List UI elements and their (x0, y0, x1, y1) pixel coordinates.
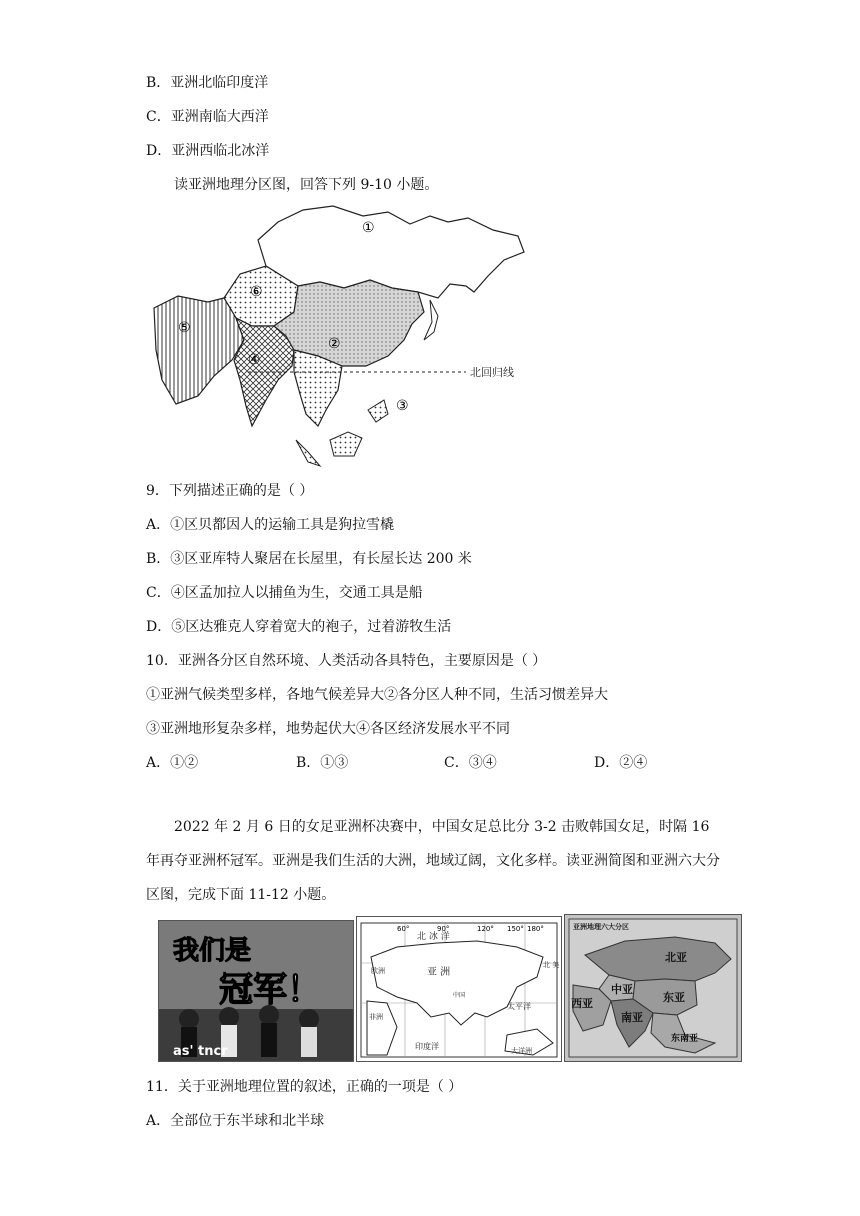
region-central: 中亚 (611, 983, 633, 996)
q9-stem: 9．下列描述正确的是（ ） (146, 483, 314, 499)
region-east: 东亚 (663, 991, 685, 1004)
tropic-label: 北回归线 (470, 366, 514, 379)
region-west: 西亚 (571, 997, 593, 1010)
region-north-asia (258, 206, 524, 298)
asia-sketch-map (356, 916, 562, 1062)
six-divisions-title: 亚洲地理六大分区 (573, 923, 629, 931)
q11-option-a: A．全部位于东半球和北半球 (146, 1113, 325, 1129)
q10-option-a: A．①② (146, 755, 199, 771)
q9-option-d: D．⑤区达雅克人穿着宽大的袍子，过着游牧生活 (146, 619, 452, 635)
q9-option-c: C．④区孟加拉人以捕鱼为生，交通工具是船 (146, 585, 423, 601)
q11-stem: 11．关于亚洲地理位置的叙述，正确的一项是（ ） (146, 1079, 463, 1095)
champion-photo (158, 920, 354, 1062)
region-southeast: 东南亚 (671, 1034, 699, 1044)
region-west-asia (154, 296, 244, 404)
region-mark-6: ⑥ (250, 284, 263, 300)
asia-six-divisions-map (564, 914, 742, 1062)
q10-option-d: D．②④ (594, 755, 648, 771)
q10-stem: 10．亚洲各分区自然环境、人类活动各具特色，主要原因是（ ） (146, 653, 547, 669)
q10-line-1: ①亚洲气候类型多样，各地气候差异大②各分区人种不同，生活习惯差异大 (146, 687, 608, 703)
label-pacific: 太平洋 (507, 1002, 531, 1011)
intro-9-10: 读亚洲地理分区图，回答下列 9-10 小题。 (174, 177, 439, 193)
region-mark-3: ③ (396, 398, 409, 414)
intro-11-12: 2022 年 2 月 6 日的女足亚洲杯决赛中，中国女足总比分 3-2 击败韩国女足，时隔 16 年再夺亚洲杯冠军。亚洲是我们生活的大洲，地域辽阔，文化多样。读亚洲简图和亚洲六大分区图，完成下面 11-12 小题。 (146, 819, 720, 903)
option-d-previous: D．亚洲西临北冰洋 (146, 143, 270, 159)
photo-headline-1: 我们是 (173, 936, 252, 966)
lon-180: 180° (527, 925, 544, 933)
asia-division-map (148, 200, 528, 470)
region-south: 南亚 (621, 1011, 643, 1024)
label-arctic-ocean: 北 冰 洋 (417, 932, 450, 942)
option-b-previous: B．亚洲北临印度洋 (146, 75, 269, 91)
region-mark-1: ① (362, 220, 375, 236)
label-indian-ocean: 印度洋 (415, 1042, 439, 1051)
region-mark-5: ⑤ (178, 320, 191, 336)
q9-option-b: B．③区亚库特人聚居在长屋里，有长屋长达 200 米 (146, 551, 472, 567)
q10-option-c: C．③④ (444, 755, 497, 771)
option-c-previous: C．亚洲南临大西洋 (146, 109, 269, 125)
label-europe: 欧洲 (371, 967, 385, 975)
region-north: 北亚 (665, 951, 687, 964)
photo-caption: as' tncr (173, 1044, 228, 1059)
lon-120: 120° (477, 925, 494, 933)
region-mark-4: ④ (248, 352, 261, 368)
q9-option-a: A．①区贝都因人的运输工具是狗拉雪橇 (146, 517, 395, 533)
label-africa: 非洲 (369, 1013, 383, 1021)
lon-60: 60° (397, 925, 410, 933)
region-mark-2: ② (328, 336, 341, 352)
label-asia: 亚 洲 (427, 967, 451, 978)
lon-150: 150° (507, 925, 524, 933)
lon-90: 90° (437, 925, 450, 933)
label-oceania: 大洋洲 (511, 1047, 532, 1055)
photo-headline-2: 冠军！ (219, 970, 321, 1010)
label-china: 中国 (453, 992, 466, 999)
q10-line-2: ③亚洲地形复杂多样，地势起伏大④各区经济发展水平不同 (146, 721, 510, 737)
label-north-america: 北 美 (543, 961, 560, 969)
q10-option-b: B．①③ (296, 755, 349, 771)
